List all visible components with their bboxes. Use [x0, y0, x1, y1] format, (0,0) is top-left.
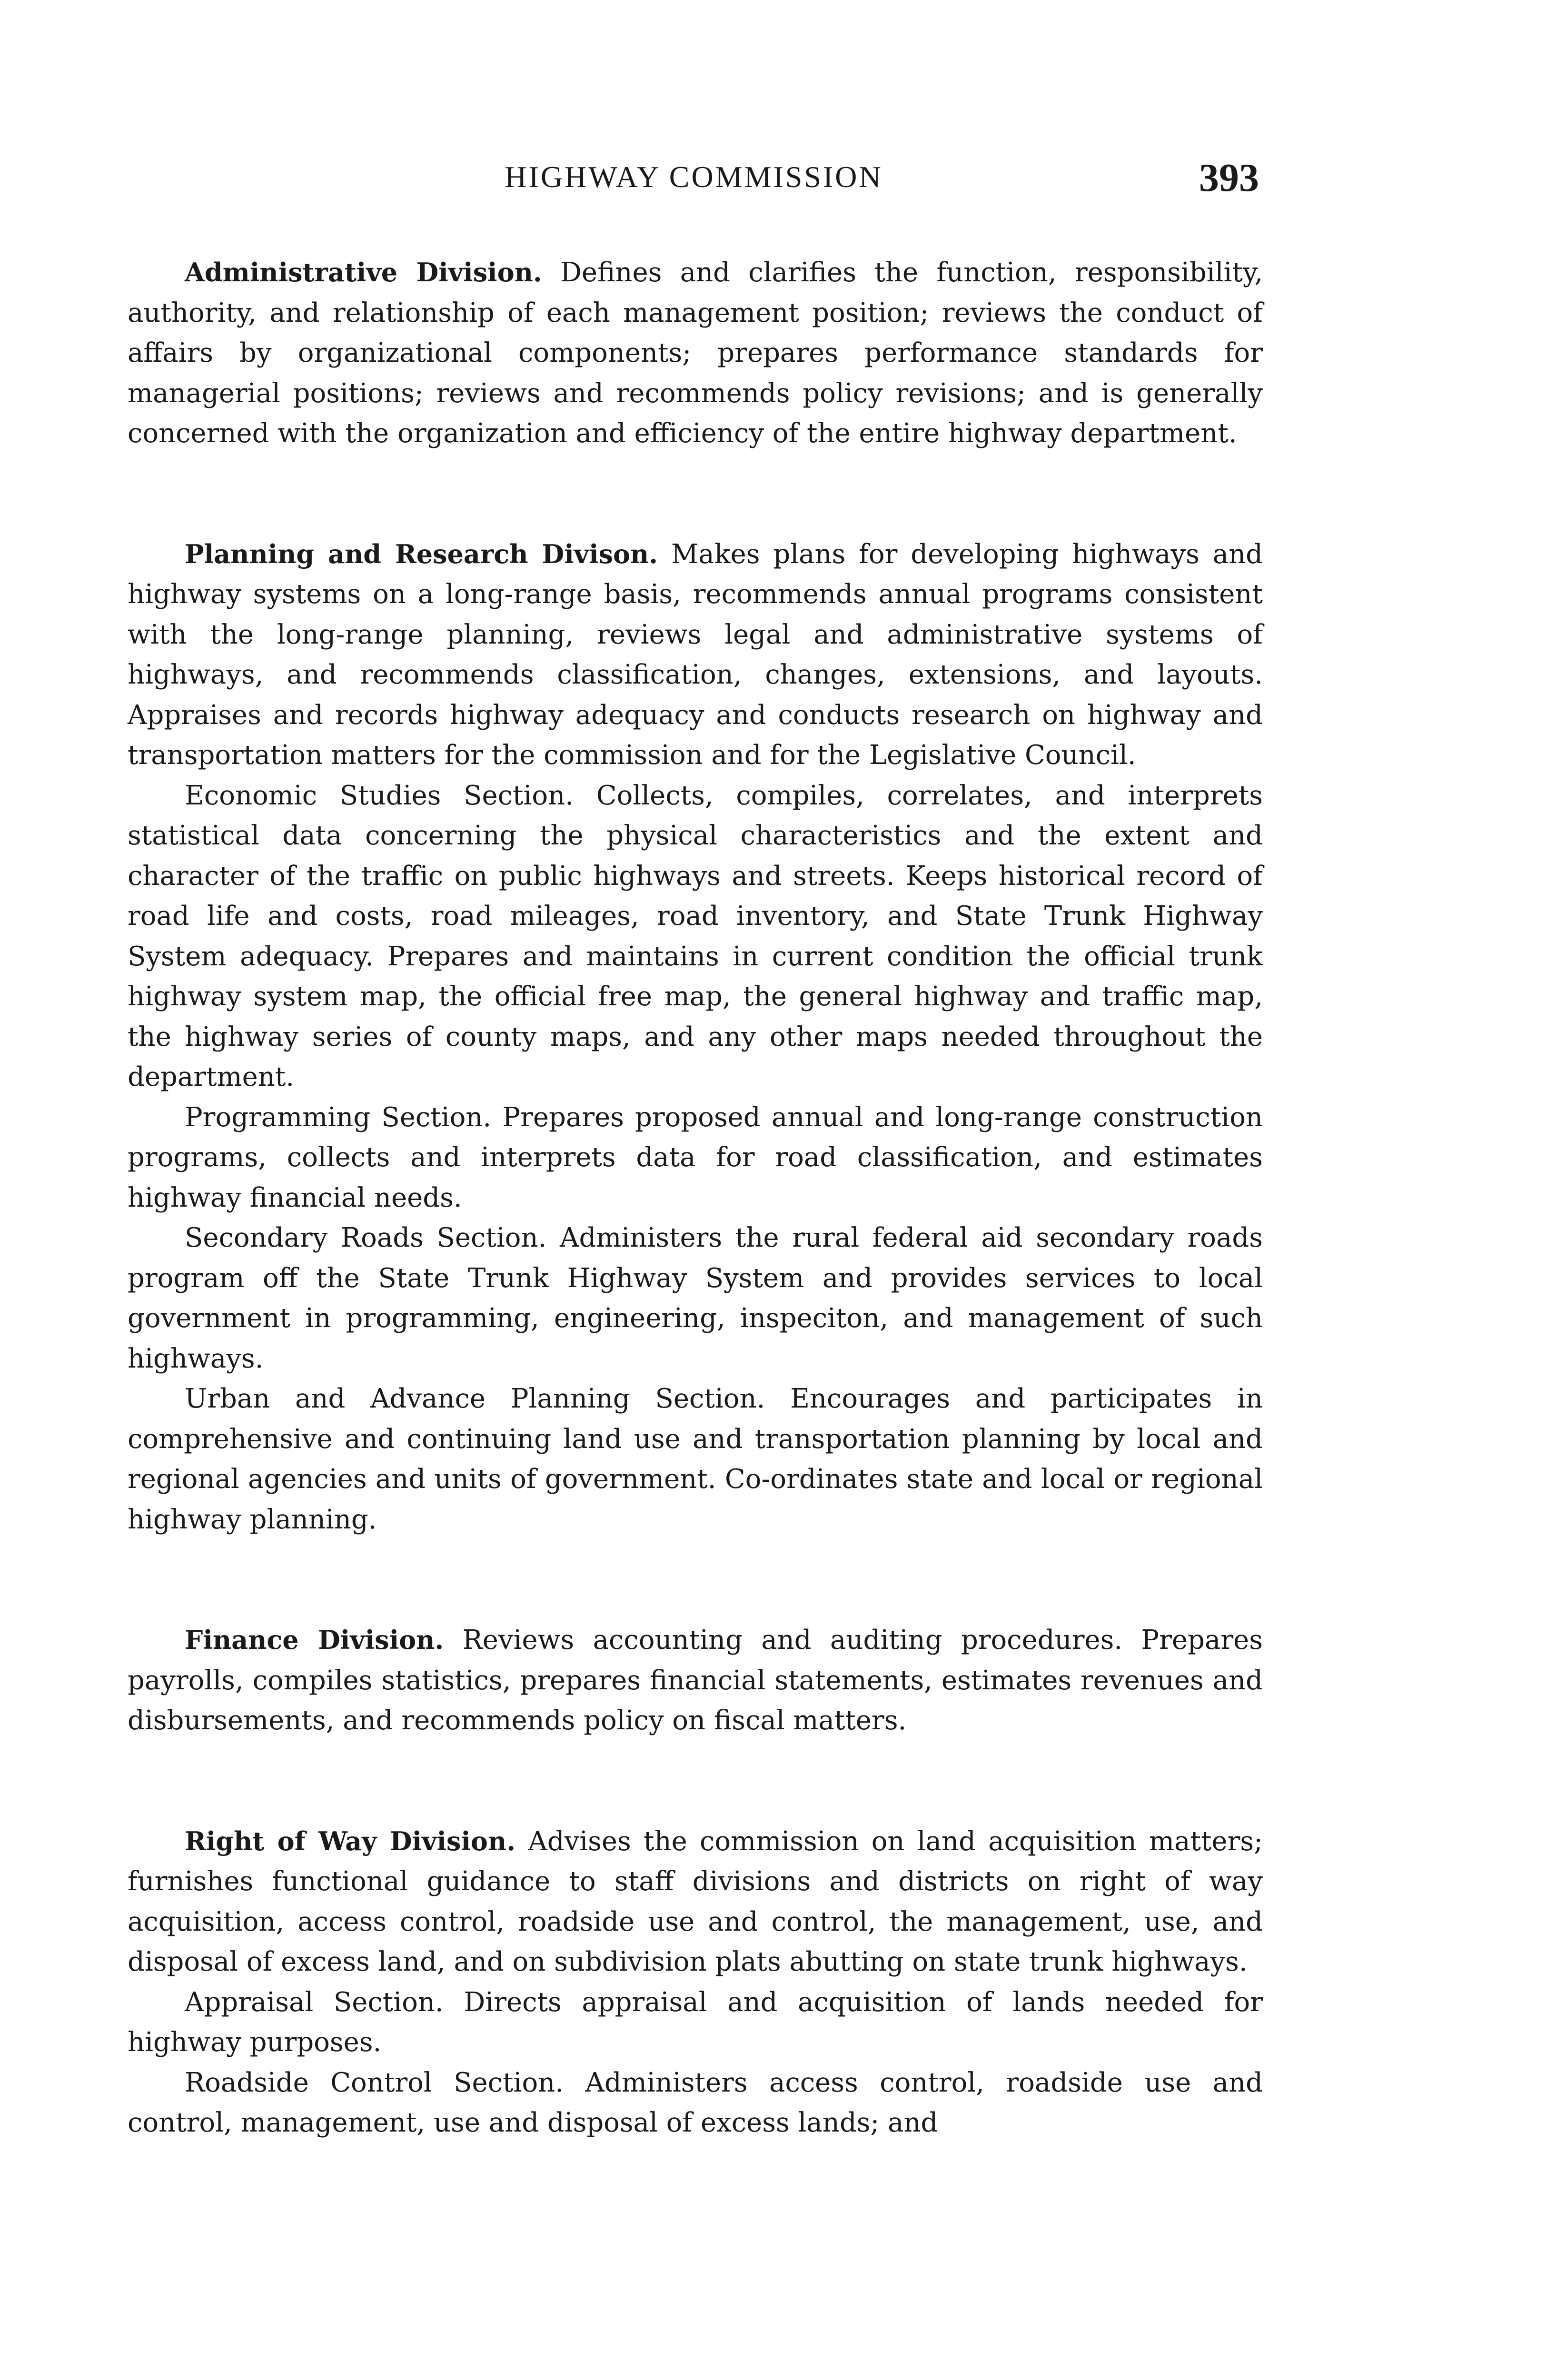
- paragraph-text: Makes plans for developing highways and highway systems on a long-range basis, recommends annual programs consistent with the long-range planning, reviews legal and administrative systems of highways, and recommends classification, changes, extensions, and layouts. Appraises and records highway adequacy and conducts research on highway and transportation matters for the commission and for the Legislative Council.: [128, 538, 1263, 771]
- running-title: HIGHWAY COMMISSION: [505, 160, 883, 194]
- paragraph: [128, 1821, 1263, 1983]
- paragraph: [128, 1620, 1263, 1741]
- paragraph: [128, 534, 1263, 776]
- page-number: 393: [1199, 156, 1259, 200]
- subsection-appraisal: Appraisal Section. Directs appraisal and acquisition of lands needed for highway purposes.: [128, 1986, 1263, 2058]
- section-right-of-way-division: [128, 1821, 1263, 2143]
- subsection-economic-studies: Economic Studies Section. Collects, compiles, correlates, and interprets statistical data concerning the physical characteristics and the extent and character of the traffic on public highways and streets. Keeps historical record of road life and costs, road mileages, road inventory, and State Trunk Highway System adequacy. Prepares and maintains in current condition the official trunk highway system map, the official free map, the general highway and traffic map, the highway series of county maps, and any other maps needed throughout the department.: [128, 780, 1263, 1092]
- section-administrative-division: [128, 252, 1263, 454]
- subsection-programming: Programming Section. Prepares proposed annual and long-range construction programs, collects and interprets data for road classification, and estimates highway financial needs.: [128, 1101, 1263, 1213]
- section-heading: Planning and Research Divison.: [185, 538, 658, 569]
- section-planning-research-division: [128, 534, 1263, 1540]
- running-head: [129, 155, 1259, 207]
- subsection-secondary-roads: Secondary Roads Section. Administers the rural federal aid secondary roads program off the State Trunk Highway System and provides services to local government in programming, engineering, inspeciton, and management of such highways.: [128, 1222, 1263, 1374]
- section-heading: Right of Way Division.: [185, 1825, 516, 1856]
- paragraph-text: Reviews accounting and auditing procedures. Prepares payrolls, compiles statistics, prepares financial statements, estimates revenues and disbursements, and recommends policy on fiscal matters.: [128, 1625, 1263, 1736]
- section-heading: Administrative Division.: [185, 257, 542, 288]
- body-text: [128, 252, 1263, 2143]
- subsection-urban-advance-planning: Urban and Advance Planning Section. Encourages and participates in comprehensive and continuing land use and transportation planning by local and regional agencies and units of government. Co-ordinates state and local or regional highway planning.: [128, 1383, 1263, 1535]
- section-finance-division: [128, 1620, 1263, 1741]
- paragraph-text: Defines and clarifies the function, responsibility, authority, and relationship of each management position; reviews the conduct of affairs by organizational components; prepares performance standards for managerial positions; reviews and recommends policy revisions; and is generally concerned with the organization and efficiency of the entire highway department.: [128, 257, 1263, 449]
- section-heading: Finance Division.: [185, 1625, 444, 1655]
- paragraph-text: Advises the commission on land acquisition matters; furnishes functional guidance to staff divisions and districts on right of way acquisition, access control, roadside use and control, the management, use, and disposal of excess land, and on subdivision plats abutting on state trunk highways.: [128, 1825, 1263, 1977]
- paragraph: [128, 252, 1263, 454]
- subsection-roadside-control: Roadside Control Section. Administers access control, roadside use and control, management, use and disposal of excess lands; and: [128, 2067, 1263, 2138]
